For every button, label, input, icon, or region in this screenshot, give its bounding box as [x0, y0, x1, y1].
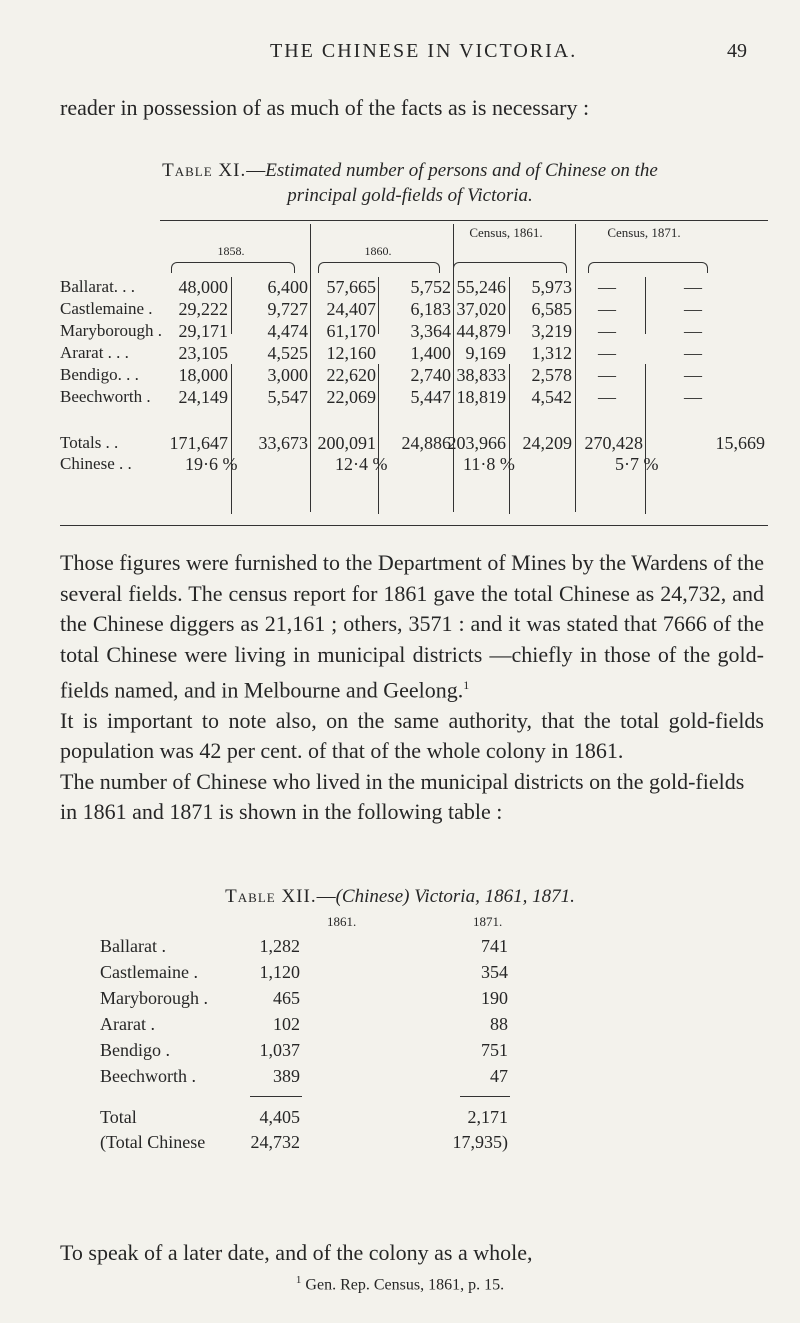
table-cell: 38,833 — [456, 365, 506, 385]
header-1858: 1858. — [217, 244, 245, 258]
table-cell: 18,819 — [456, 387, 506, 407]
table-cell: — — [684, 321, 702, 341]
table-cell: 23,105 — [178, 343, 228, 363]
totals-cell: 24,886 — [401, 433, 451, 453]
table-row — [100, 1014, 700, 1040]
table-cell: 6,183 — [410, 299, 451, 319]
value-1871: 2,171 — [467, 1107, 508, 1127]
value-1871: 17,935) — [452, 1132, 508, 1152]
totals-cell: 270,428 — [584, 433, 643, 453]
table-cell: — — [684, 365, 702, 385]
table-row — [100, 1066, 700, 1092]
table-cell: 37,020 — [456, 299, 506, 319]
table-cell: 3,364 — [410, 321, 451, 341]
row-label: Total — [100, 1107, 137, 1127]
row-label: Ararat . . . — [60, 343, 129, 362]
table-cell: 48,000 — [178, 277, 228, 297]
paragraph-2: It is important to note also, on the same authority, that the total gold-fields population was 42 per cent. of that of the whole colony in 1861. — [60, 707, 764, 764]
table-cell: 9,727 — [267, 299, 308, 319]
table-row — [100, 1040, 700, 1066]
value-1861: 1,282 — [259, 936, 300, 956]
paragraph-3: The number of Chinese who lived in the municipal districts on the gold-fields in 1861 and 1871 is shown in the following table : — [60, 768, 745, 825]
row-label: Ballarat . — [100, 936, 166, 956]
closing-text: To speak of a later date, and of the colony as a whole, — [60, 1240, 533, 1265]
header-census-1871: Census, 1871. — [607, 225, 681, 240]
table-cell: — — [684, 277, 702, 297]
table-cell: — — [598, 343, 616, 363]
table-cell: — — [684, 387, 702, 407]
table-11-caption: Table XI.—Estimated number of persons and of Chinese on the principal gold-fields of Victoria. — [162, 160, 658, 206]
totals-cell: 33,673 — [258, 433, 308, 453]
table-cell: 3,219 — [531, 321, 572, 341]
row-label: Castlemaine . — [60, 299, 153, 318]
table-cell: 57,665 — [326, 277, 376, 297]
value-1861: 24,732 — [250, 1132, 300, 1152]
value-1861: 1,120 — [259, 962, 300, 982]
table-12 — [100, 914, 700, 1152]
totals-cell: 200,091 — [317, 433, 376, 453]
table-cell: 24,149 — [178, 387, 228, 407]
body-paragraphs — [60, 548, 764, 828]
running-title: THE CHINESE IN VICTORIA. — [270, 40, 578, 62]
table-cell: 3,000 — [267, 365, 308, 385]
table-cell: 55,246 — [456, 277, 506, 297]
footnote — [0, 1274, 800, 1294]
table-cell: 6,585 — [531, 299, 572, 319]
table-12-caption: Table XII.—(Chinese) Victoria, 1861, 1871. — [225, 886, 575, 907]
table-cell: — — [598, 299, 616, 319]
table-cell: 61,170 — [326, 321, 376, 341]
table-row — [100, 1132, 700, 1158]
table-cell: 24,407 — [326, 299, 376, 319]
table-cell: 4,525 — [267, 343, 308, 363]
table-cell: 5,973 — [531, 277, 572, 297]
table-cell: 9,169 — [465, 343, 506, 363]
table-cell: 12,160 — [326, 343, 376, 363]
paragraph-1: Those figures were furnished to the Department of Mines by the Wardens of the several fields. The census report for 1861 gave the total Chinese as 24,732, and the Chinese diggers as 21,161 ; others, 3571 : and it was stated that 7666 of the total Chinese were living in municipal districts —chiefly in those of the gold-fields named, and in Melbourne and Geelong.$^1$ — [60, 550, 764, 703]
row-label: Ballarat. . . — [60, 277, 136, 296]
intro-text: reader in possession of as much of the facts as is necessary : — [60, 95, 590, 120]
value-1871: 47 — [490, 1066, 508, 1086]
value-1871: 741 — [481, 936, 508, 956]
table-11 — [60, 220, 768, 530]
value-1871: 190 — [481, 988, 508, 1008]
table-11-title-line1: Estimated number of persons and of Chinese on the — [265, 160, 658, 181]
table-cell: 5,547 — [267, 387, 308, 407]
table-12-label: Table XII. — [225, 886, 317, 907]
row-label: Beechworth . — [60, 387, 151, 406]
table-cell: 22,069 — [326, 387, 376, 407]
row-label: Beechworth . — [100, 1066, 196, 1086]
footnote-marker: 1 — [295, 1274, 302, 1286]
row-label: (Total Chinese — [100, 1132, 206, 1152]
table-cell: 1,400 — [410, 343, 451, 363]
table-row — [100, 936, 700, 962]
table-cell: 44,879 — [456, 321, 506, 341]
table-cell: 2,740 — [410, 365, 451, 385]
value-1861: 465 — [273, 988, 300, 1008]
value-1871: 751 — [481, 1040, 508, 1060]
table-row — [100, 988, 700, 1014]
table-cell: 18,000 — [178, 365, 228, 385]
page-header — [0, 40, 800, 70]
footnote-text: Gen. Rep. Census, 1861, p. 15. — [305, 1276, 505, 1294]
value-1861: 1,037 — [259, 1040, 300, 1060]
sum-rule — [460, 1096, 510, 1097]
table-cell: — — [598, 277, 616, 297]
sum-rule — [250, 1096, 302, 1097]
table-cell: 29,222 — [178, 299, 228, 319]
table-cell: 2,578 — [531, 365, 572, 385]
column-1861: 1861. — [327, 914, 357, 929]
table-cell: — — [598, 321, 616, 341]
chinese-percent: 19·6 % — [185, 454, 238, 474]
value-1871: 88 — [490, 1014, 508, 1034]
header-1860: 1860. — [364, 244, 392, 258]
totals-cell: 15,669 — [715, 433, 765, 453]
chinese-percent: 5·7 % — [615, 454, 659, 474]
table-11-label: Table XI. — [162, 160, 247, 181]
table-cell: — — [598, 387, 616, 407]
value-1861: 102 — [273, 1014, 300, 1034]
table-cell: — — [598, 365, 616, 385]
row-label: Maryborough . — [60, 321, 162, 340]
table-11-title-line2: principal gold-fields of Victoria. — [287, 185, 533, 206]
value-1861: 389 — [273, 1066, 300, 1086]
table-cell: — — [684, 343, 702, 363]
chinese-percent: 11·8 % — [463, 454, 515, 474]
chinese-label: Chinese . . — [60, 454, 132, 473]
row-label: Bendigo . — [100, 1040, 170, 1060]
value-1871: 354 — [481, 962, 508, 982]
row-label: Maryborough . — [100, 988, 208, 1008]
row-label: Ararat . — [100, 1014, 155, 1034]
row-label: Bendigo. . . — [60, 365, 139, 384]
page-number: 49 — [727, 40, 747, 62]
table-cell: 22,620 — [326, 365, 376, 385]
totals-label: Totals . . — [60, 433, 119, 452]
table-row — [100, 962, 700, 988]
table-cell: 1,312 — [531, 343, 572, 363]
table-cell: 4,542 — [531, 387, 572, 407]
chinese-percent: 12·4 % — [335, 454, 388, 474]
column-1871: 1871. — [473, 914, 503, 929]
header-census-1861: Census, 1861. — [469, 225, 543, 240]
footnote-ref: 1 — [463, 678, 470, 692]
table-cell: 5,447 — [410, 387, 451, 407]
table-cell: 6,400 — [267, 277, 308, 297]
totals-cell: 24,209 — [522, 433, 572, 453]
table-row — [100, 1107, 700, 1133]
table-cell: 29,171 — [178, 321, 228, 341]
row-label: Castlemaine . — [100, 962, 198, 982]
value-1861: 4,405 — [259, 1107, 300, 1127]
table-cell: 5,752 — [410, 277, 451, 297]
table-cell: 4,474 — [267, 321, 308, 341]
totals-cell: 203,966 — [447, 433, 506, 453]
table-cell: — — [684, 299, 702, 319]
totals-cell: 171,647 — [169, 433, 228, 453]
